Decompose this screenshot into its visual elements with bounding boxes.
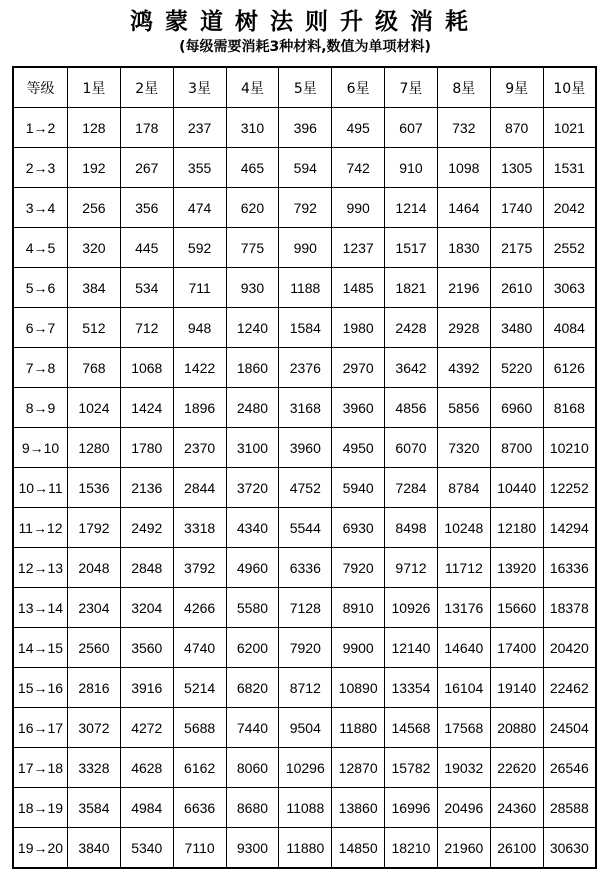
cost-cell: 6200 bbox=[226, 628, 279, 668]
cost-cell: 465 bbox=[226, 148, 279, 188]
cost-cell: 3328 bbox=[68, 748, 121, 788]
cost-cell: 14568 bbox=[385, 708, 438, 748]
table-row bbox=[13, 148, 596, 188]
page-title: 鸿蒙道树法则升级消耗 bbox=[130, 8, 480, 35]
cost-cell: 19140 bbox=[490, 668, 543, 708]
level-cell: 4→5 bbox=[13, 228, 68, 268]
cost-cell: 5688 bbox=[173, 708, 226, 748]
cost-cell: 14294 bbox=[543, 508, 596, 548]
cost-cell: 6126 bbox=[543, 348, 596, 388]
table-row bbox=[13, 468, 596, 508]
cost-cell: 16336 bbox=[543, 548, 596, 588]
cost-cell: 495 bbox=[332, 108, 385, 148]
level-cell: 6→7 bbox=[13, 308, 68, 348]
cost-cell: 1068 bbox=[120, 348, 173, 388]
cost-cell: 384 bbox=[68, 268, 121, 308]
cost-cell: 7110 bbox=[173, 828, 226, 869]
table-row bbox=[13, 588, 596, 628]
cost-cell: 16104 bbox=[437, 668, 490, 708]
cost-cell: 13920 bbox=[490, 548, 543, 588]
cost-cell: 6820 bbox=[226, 668, 279, 708]
cost-cell: 2042 bbox=[543, 188, 596, 228]
cost-cell: 4628 bbox=[120, 748, 173, 788]
cost-cell: 8168 bbox=[543, 388, 596, 428]
cost-cell: 8784 bbox=[437, 468, 490, 508]
cost-cell: 1980 bbox=[332, 308, 385, 348]
table-row bbox=[13, 108, 596, 148]
cost-cell: 11880 bbox=[279, 828, 332, 869]
cost-cell: 990 bbox=[279, 228, 332, 268]
cost-cell: 267 bbox=[120, 148, 173, 188]
table-row bbox=[13, 388, 596, 428]
cost-cell: 1422 bbox=[173, 348, 226, 388]
cost-cell: 2175 bbox=[490, 228, 543, 268]
level-cell: 10→11 bbox=[13, 468, 68, 508]
cost-cell: 14640 bbox=[437, 628, 490, 668]
column-header-star: 5星 bbox=[279, 67, 332, 108]
cost-cell: 5340 bbox=[120, 828, 173, 869]
column-header-star: 3星 bbox=[173, 67, 226, 108]
cost-cell: 2552 bbox=[543, 228, 596, 268]
cost-cell: 3204 bbox=[120, 588, 173, 628]
cost-cell: 930 bbox=[226, 268, 279, 308]
cost-cell: 1517 bbox=[385, 228, 438, 268]
level-cell: 12→13 bbox=[13, 548, 68, 588]
cost-cell: 11880 bbox=[332, 708, 385, 748]
cost-cell: 10440 bbox=[490, 468, 543, 508]
upgrade-cost-table bbox=[12, 66, 597, 869]
cost-cell: 3072 bbox=[68, 708, 121, 748]
cost-cell: 14850 bbox=[332, 828, 385, 869]
table-header bbox=[13, 67, 596, 108]
cost-cell: 8680 bbox=[226, 788, 279, 828]
cost-cell: 3960 bbox=[332, 388, 385, 428]
cost-cell: 7320 bbox=[437, 428, 490, 468]
cost-cell: 3168 bbox=[279, 388, 332, 428]
cost-cell: 1305 bbox=[490, 148, 543, 188]
table-row bbox=[13, 708, 596, 748]
cost-cell: 768 bbox=[68, 348, 121, 388]
cost-cell: 1792 bbox=[68, 508, 121, 548]
cost-cell: 256 bbox=[68, 188, 121, 228]
cost-cell: 10296 bbox=[279, 748, 332, 788]
cost-cell: 22620 bbox=[490, 748, 543, 788]
column-header-star: 2星 bbox=[120, 67, 173, 108]
cost-cell: 1024 bbox=[68, 388, 121, 428]
cost-cell: 711 bbox=[173, 268, 226, 308]
cost-cell: 19032 bbox=[437, 748, 490, 788]
cost-cell: 8712 bbox=[279, 668, 332, 708]
table-row bbox=[13, 548, 596, 588]
cost-cell: 1860 bbox=[226, 348, 279, 388]
level-cell: 2→3 bbox=[13, 148, 68, 188]
cost-cell: 2136 bbox=[120, 468, 173, 508]
cost-cell: 2928 bbox=[437, 308, 490, 348]
cost-cell: 178 bbox=[120, 108, 173, 148]
cost-cell: 2376 bbox=[279, 348, 332, 388]
cost-cell: 4084 bbox=[543, 308, 596, 348]
cost-cell: 20420 bbox=[543, 628, 596, 668]
cost-cell: 4272 bbox=[120, 708, 173, 748]
table-row bbox=[13, 268, 596, 308]
cost-cell: 12140 bbox=[385, 628, 438, 668]
cost-cell: 1240 bbox=[226, 308, 279, 348]
column-header-star: 1星 bbox=[68, 67, 121, 108]
cost-cell: 534 bbox=[120, 268, 173, 308]
cost-cell: 6162 bbox=[173, 748, 226, 788]
level-cell: 7→8 bbox=[13, 348, 68, 388]
cost-cell: 1188 bbox=[279, 268, 332, 308]
cost-cell: 990 bbox=[332, 188, 385, 228]
cost-cell: 792 bbox=[279, 188, 332, 228]
cost-cell: 9300 bbox=[226, 828, 279, 869]
cost-cell: 948 bbox=[173, 308, 226, 348]
cost-cell: 13176 bbox=[437, 588, 490, 628]
cost-cell: 3560 bbox=[120, 628, 173, 668]
cost-cell: 310 bbox=[226, 108, 279, 148]
cost-cell: 16996 bbox=[385, 788, 438, 828]
table-row bbox=[13, 308, 596, 348]
cost-cell: 5940 bbox=[332, 468, 385, 508]
level-cell: 15→16 bbox=[13, 668, 68, 708]
table-row bbox=[13, 508, 596, 548]
level-cell: 13→14 bbox=[13, 588, 68, 628]
cost-cell: 8498 bbox=[385, 508, 438, 548]
cost-cell: 2560 bbox=[68, 628, 121, 668]
cost-cell: 2304 bbox=[68, 588, 121, 628]
cost-cell: 24360 bbox=[490, 788, 543, 828]
cost-cell: 3642 bbox=[385, 348, 438, 388]
cost-cell: 356 bbox=[120, 188, 173, 228]
cost-cell: 128 bbox=[68, 108, 121, 148]
cost-cell: 9712 bbox=[385, 548, 438, 588]
cost-cell: 1536 bbox=[68, 468, 121, 508]
cost-cell: 910 bbox=[385, 148, 438, 188]
cost-cell: 10890 bbox=[332, 668, 385, 708]
cost-cell: 2428 bbox=[385, 308, 438, 348]
cost-cell: 592 bbox=[173, 228, 226, 268]
cost-cell: 10926 bbox=[385, 588, 438, 628]
cost-cell: 355 bbox=[173, 148, 226, 188]
cost-cell: 13354 bbox=[385, 668, 438, 708]
cost-cell: 7920 bbox=[332, 548, 385, 588]
cost-cell: 474 bbox=[173, 188, 226, 228]
cost-cell: 3720 bbox=[226, 468, 279, 508]
cost-cell: 26100 bbox=[490, 828, 543, 869]
level-cell: 17→18 bbox=[13, 748, 68, 788]
page-subtitle: (每级需要消耗3种材料,数值为单项材料) bbox=[179, 39, 431, 55]
cost-cell: 11088 bbox=[279, 788, 332, 828]
level-cell: 18→19 bbox=[13, 788, 68, 828]
level-cell: 14→15 bbox=[13, 628, 68, 668]
cost-cell: 3584 bbox=[68, 788, 121, 828]
level-cell: 9→10 bbox=[13, 428, 68, 468]
cost-cell: 1021 bbox=[543, 108, 596, 148]
cost-cell: 17568 bbox=[437, 708, 490, 748]
cost-cell: 15660 bbox=[490, 588, 543, 628]
cost-cell: 6960 bbox=[490, 388, 543, 428]
cost-cell: 9900 bbox=[332, 628, 385, 668]
cost-cell: 1280 bbox=[68, 428, 121, 468]
cost-cell: 26546 bbox=[543, 748, 596, 788]
table-row bbox=[13, 428, 596, 468]
cost-cell: 4340 bbox=[226, 508, 279, 548]
table-row bbox=[13, 788, 596, 828]
cost-cell: 870 bbox=[490, 108, 543, 148]
cost-cell: 1237 bbox=[332, 228, 385, 268]
column-header-star: 6星 bbox=[332, 67, 385, 108]
cost-cell: 8910 bbox=[332, 588, 385, 628]
cost-cell: 607 bbox=[385, 108, 438, 148]
cost-cell: 1485 bbox=[332, 268, 385, 308]
cost-cell: 3063 bbox=[543, 268, 596, 308]
cost-cell: 4950 bbox=[332, 428, 385, 468]
cost-cell: 2844 bbox=[173, 468, 226, 508]
cost-cell: 3840 bbox=[68, 828, 121, 869]
cost-cell: 3100 bbox=[226, 428, 279, 468]
cost-cell: 4392 bbox=[437, 348, 490, 388]
cost-cell: 2048 bbox=[68, 548, 121, 588]
cost-cell: 28588 bbox=[543, 788, 596, 828]
cost-cell: 10210 bbox=[543, 428, 596, 468]
cost-cell: 3318 bbox=[173, 508, 226, 548]
cost-cell: 20496 bbox=[437, 788, 490, 828]
cost-cell: 7920 bbox=[279, 628, 332, 668]
cost-cell: 4856 bbox=[385, 388, 438, 428]
table-row bbox=[13, 748, 596, 788]
cost-cell: 7440 bbox=[226, 708, 279, 748]
cost-cell: 594 bbox=[279, 148, 332, 188]
cost-cell: 1531 bbox=[543, 148, 596, 188]
column-header-star: 10星 bbox=[543, 67, 596, 108]
cost-cell: 1098 bbox=[437, 148, 490, 188]
cost-cell: 12180 bbox=[490, 508, 543, 548]
cost-cell: 775 bbox=[226, 228, 279, 268]
cost-cell: 9504 bbox=[279, 708, 332, 748]
cost-cell: 24504 bbox=[543, 708, 596, 748]
cost-cell: 1896 bbox=[173, 388, 226, 428]
column-header-star: 4星 bbox=[226, 67, 279, 108]
cost-cell: 1464 bbox=[437, 188, 490, 228]
cost-cell: 2492 bbox=[120, 508, 173, 548]
cost-cell: 5544 bbox=[279, 508, 332, 548]
cost-cell: 742 bbox=[332, 148, 385, 188]
cost-cell: 5856 bbox=[437, 388, 490, 428]
cost-cell: 4984 bbox=[120, 788, 173, 828]
level-cell: 8→9 bbox=[13, 388, 68, 428]
level-cell: 16→17 bbox=[13, 708, 68, 748]
cost-cell: 8700 bbox=[490, 428, 543, 468]
cost-cell: 18378 bbox=[543, 588, 596, 628]
column-header-level: 等级 bbox=[13, 67, 68, 108]
cost-cell: 2196 bbox=[437, 268, 490, 308]
table-row bbox=[13, 348, 596, 388]
cost-cell: 2848 bbox=[120, 548, 173, 588]
cost-cell: 3792 bbox=[173, 548, 226, 588]
cost-cell: 320 bbox=[68, 228, 121, 268]
cost-cell: 6336 bbox=[279, 548, 332, 588]
cost-cell: 20880 bbox=[490, 708, 543, 748]
cost-cell: 7284 bbox=[385, 468, 438, 508]
cost-cell: 1584 bbox=[279, 308, 332, 348]
cost-cell: 22462 bbox=[543, 668, 596, 708]
cost-cell: 12252 bbox=[543, 468, 596, 508]
level-cell: 1→2 bbox=[13, 108, 68, 148]
table-row bbox=[13, 228, 596, 268]
cost-cell: 2480 bbox=[226, 388, 279, 428]
cost-cell: 1780 bbox=[120, 428, 173, 468]
cost-cell: 3960 bbox=[279, 428, 332, 468]
cost-cell: 4752 bbox=[279, 468, 332, 508]
cost-cell: 620 bbox=[226, 188, 279, 228]
table-body bbox=[13, 108, 596, 869]
cost-cell: 4740 bbox=[173, 628, 226, 668]
cost-cell: 512 bbox=[68, 308, 121, 348]
cost-cell: 2610 bbox=[490, 268, 543, 308]
table-row bbox=[13, 628, 596, 668]
cost-cell: 1424 bbox=[120, 388, 173, 428]
cost-cell: 2816 bbox=[68, 668, 121, 708]
cost-cell: 6636 bbox=[173, 788, 226, 828]
column-header-star: 8星 bbox=[437, 67, 490, 108]
cost-cell: 18210 bbox=[385, 828, 438, 869]
cost-cell: 2370 bbox=[173, 428, 226, 468]
cost-cell: 30630 bbox=[543, 828, 596, 869]
cost-cell: 6070 bbox=[385, 428, 438, 468]
column-header-star: 7星 bbox=[385, 67, 438, 108]
level-cell: 19→20 bbox=[13, 828, 68, 869]
cost-cell: 445 bbox=[120, 228, 173, 268]
cost-cell: 13860 bbox=[332, 788, 385, 828]
cost-cell: 17400 bbox=[490, 628, 543, 668]
cost-cell: 5580 bbox=[226, 588, 279, 628]
cost-cell: 5220 bbox=[490, 348, 543, 388]
cost-cell: 1821 bbox=[385, 268, 438, 308]
cost-cell: 21960 bbox=[437, 828, 490, 869]
cost-cell: 192 bbox=[68, 148, 121, 188]
cost-cell: 6930 bbox=[332, 508, 385, 548]
cost-cell: 732 bbox=[437, 108, 490, 148]
table-row bbox=[13, 668, 596, 708]
cost-cell: 2970 bbox=[332, 348, 385, 388]
cost-cell: 8060 bbox=[226, 748, 279, 788]
cost-cell: 3480 bbox=[490, 308, 543, 348]
header-row bbox=[13, 67, 596, 108]
cost-cell: 712 bbox=[120, 308, 173, 348]
level-cell: 3→4 bbox=[13, 188, 68, 228]
cost-cell: 1830 bbox=[437, 228, 490, 268]
table-row bbox=[13, 188, 596, 228]
level-cell: 11→12 bbox=[13, 508, 68, 548]
cost-cell: 7128 bbox=[279, 588, 332, 628]
cost-cell: 396 bbox=[279, 108, 332, 148]
cost-cell: 4266 bbox=[173, 588, 226, 628]
cost-cell: 1740 bbox=[490, 188, 543, 228]
column-header-star: 9星 bbox=[490, 67, 543, 108]
cost-cell: 5214 bbox=[173, 668, 226, 708]
cost-cell: 12870 bbox=[332, 748, 385, 788]
cost-cell: 4960 bbox=[226, 548, 279, 588]
level-cell: 5→6 bbox=[13, 268, 68, 308]
cost-cell: 237 bbox=[173, 108, 226, 148]
cost-cell: 11712 bbox=[437, 548, 490, 588]
table-row bbox=[13, 828, 596, 869]
cost-cell: 1214 bbox=[385, 188, 438, 228]
cost-cell: 15782 bbox=[385, 748, 438, 788]
cost-cell: 3916 bbox=[120, 668, 173, 708]
cost-cell: 10248 bbox=[437, 508, 490, 548]
